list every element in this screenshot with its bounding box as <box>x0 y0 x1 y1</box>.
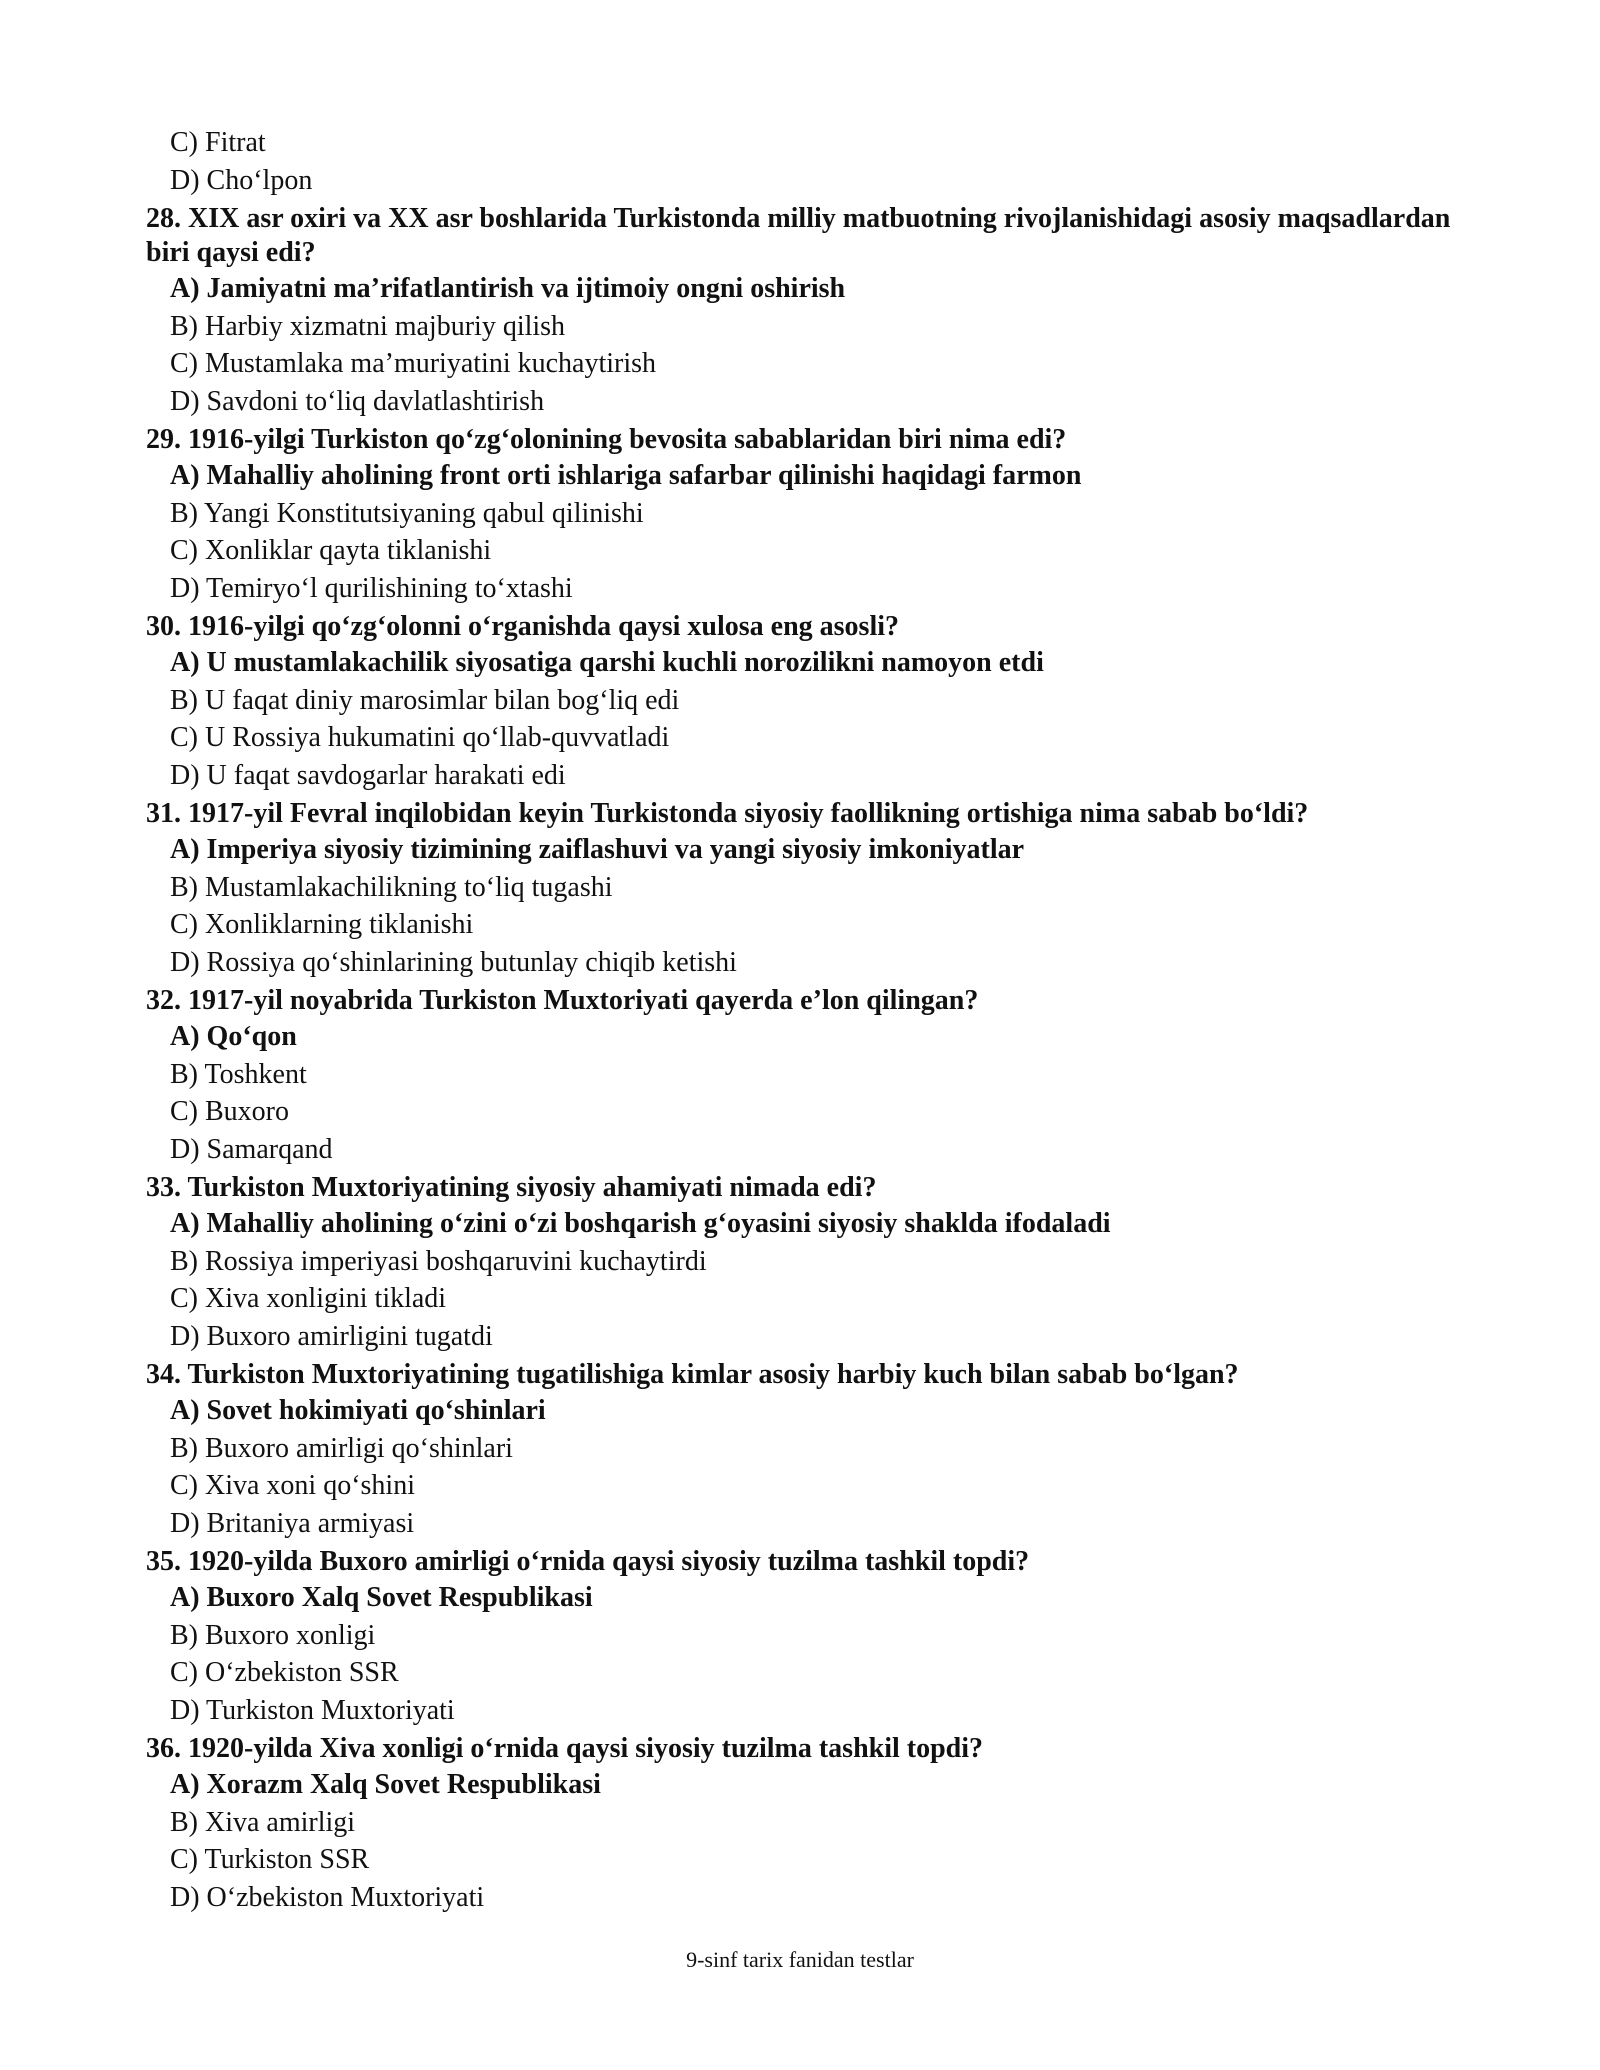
question-text: 32. 1917-yil noyabrida Turkiston Muxtoriyati qayerda e’lon qilingan? <box>146 985 979 1016</box>
correct-answer-option: A) Buxoro Xalq Sovet Respublikasi <box>170 1582 593 1613</box>
answer-option: C) Turkiston SSR <box>170 1844 370 1875</box>
correct-answer-option: A) Qo‘qon <box>170 1021 297 1052</box>
page-footer: 9-sinf tarix fanidan testlar <box>686 1947 914 1972</box>
answer-option: D) Cho‘lpon <box>170 164 313 196</box>
answer-option: C) Mustamlaka ma’muriyatini kuchaytirish <box>170 348 657 379</box>
answer-option: C) Xonliklarning tiklanishi <box>170 909 474 940</box>
answer-option: C) Fitrat <box>170 127 266 158</box>
question-block <box>146 423 1476 607</box>
answer-option: C) O‘zbekiston SSR <box>170 1657 399 1688</box>
correct-answer-option: A) Xorazm Xalq Sovet Respublikasi <box>170 1769 601 1800</box>
test-document <box>146 124 1476 1916</box>
question-text: 35. 1920-yilda Buxoro amirligi o‘rnida qaysi siyosiy tuzilma tashkil topdi? <box>146 1546 1030 1577</box>
answer-option: B) Buxoro xonligi <box>170 1619 376 1651</box>
answer-option: D) U faqat savdogarlar harakati edi <box>170 759 566 791</box>
question-text: 29. 1916-yilgi Turkiston qo‘zg‘olonining bevosita sabablaridan biri nima edi? <box>146 424 1067 455</box>
answer-option: D) Savdoni to‘liq davlatlashtirish <box>170 385 545 417</box>
correct-answer-option: A) Sovet hokimiyati qo‘shinlari <box>170 1395 546 1426</box>
answer-option: C) Buxoro <box>170 1096 289 1127</box>
answer-option: D) Rossiya qo‘shinlarining butunlay chiqib ketishi <box>170 946 737 978</box>
answer-option: B) U faqat diniy marosimlar bilan bog‘liq edi <box>170 684 680 716</box>
answer-option: D) O‘zbekiston Muxtoriyati <box>170 1881 485 1913</box>
correct-answer-option: A) Mahalliy aholining front orti ishlariga safarbar qilinishi haqidagi farmon <box>170 460 1082 491</box>
answer-option: C) Xiva xoni qo‘shini <box>170 1470 415 1501</box>
correct-answer-option: A) Jamiyatni ma’rifatlantirish va ijtimoiy ongni oshirish <box>170 273 846 304</box>
question-block <box>146 1732 1476 1916</box>
question-text: 31. 1917-yil Fevral inqilobidan keyin Turkistonda siyosiy faollikning ortishiga nima sabab bo‘ldi? <box>146 798 1309 829</box>
answer-option: B) Yangi Konstitutsiyaning qabul qilinishi <box>170 497 644 529</box>
answer-option: B) Rossiya imperiyasi boshqaruvini kuchaytirdi <box>170 1245 707 1277</box>
correct-answer-option: A) Mahalliy aholining o‘zini o‘zi boshqarish g‘oyasini siyosiy shaklda ifodaladi <box>170 1208 1111 1239</box>
question-block <box>146 797 1476 981</box>
answer-option: D) Turkiston Muxtoriyati <box>170 1694 455 1726</box>
question-block <box>146 1358 1476 1542</box>
answer-option: B) Buxoro amirligi qo‘shinlari <box>170 1432 513 1464</box>
question-block <box>146 984 1476 1168</box>
answer-option: B) Harbiy xizmatni majburiy qilish <box>170 310 566 342</box>
question-block <box>146 610 1476 794</box>
correct-answer-option: A) U mustamlakachilik siyosatiga qarshi kuchli norozilikni namoyon etdi <box>170 647 1044 678</box>
answer-option: D) Buxoro amirligini tugatdi <box>170 1320 493 1352</box>
correct-answer-option: A) Imperiya siyosiy tizimining zaiflashuvi va yangi siyosiy imkoniyatlar <box>170 834 1025 865</box>
question-block <box>146 202 1476 420</box>
answer-option: C) Xonliklar qayta tiklanishi <box>170 535 492 566</box>
question-block <box>146 1545 1476 1729</box>
question-block <box>146 1171 1476 1355</box>
question-text: 34. Turkiston Muxtoriyatining tugatilishiga kimlar asosiy harbiy kuch bilan sabab bo‘lgan? <box>146 1359 1239 1390</box>
answer-option: D) Samarqand <box>170 1133 333 1165</box>
question-text: 36. 1920-yilda Xiva xonligi o‘rnida qaysi siyosiy tuzilma tashkil topdi? <box>146 1733 984 1764</box>
leading-options <box>146 124 1476 199</box>
answer-option: B) Xiva amirligi <box>170 1806 356 1838</box>
question-text: 30. 1916-yilgi qo‘zg‘olonni o‘rganishda qaysi xulosa eng asosli? <box>146 611 900 642</box>
answer-option: B) Mustamlakachilikning to‘liq tugashi <box>170 871 613 903</box>
answer-option: C) U Rossiya hukumatini qo‘llab-quvvatladi <box>170 722 670 753</box>
answer-option: B) Toshkent <box>170 1058 307 1090</box>
answer-option: C) Xiva xonligini tikladi <box>170 1283 447 1314</box>
question-list <box>146 202 1476 1916</box>
answer-option: D) Britaniya armiyasi <box>170 1507 415 1539</box>
question-text: 33. Turkiston Muxtoriyatining siyosiy ahamiyati nimada edi? <box>146 1172 877 1203</box>
answer-option: D) Temiryo‘l qurilishining to‘xtashi <box>170 572 573 604</box>
question-text: 28. XIX asr oxiri va XX asr boshlarida Turkistonda milliy matbuotning rivojlanishidagi asosiy maqsadlardan biri qaysi edi? <box>146 203 1451 268</box>
